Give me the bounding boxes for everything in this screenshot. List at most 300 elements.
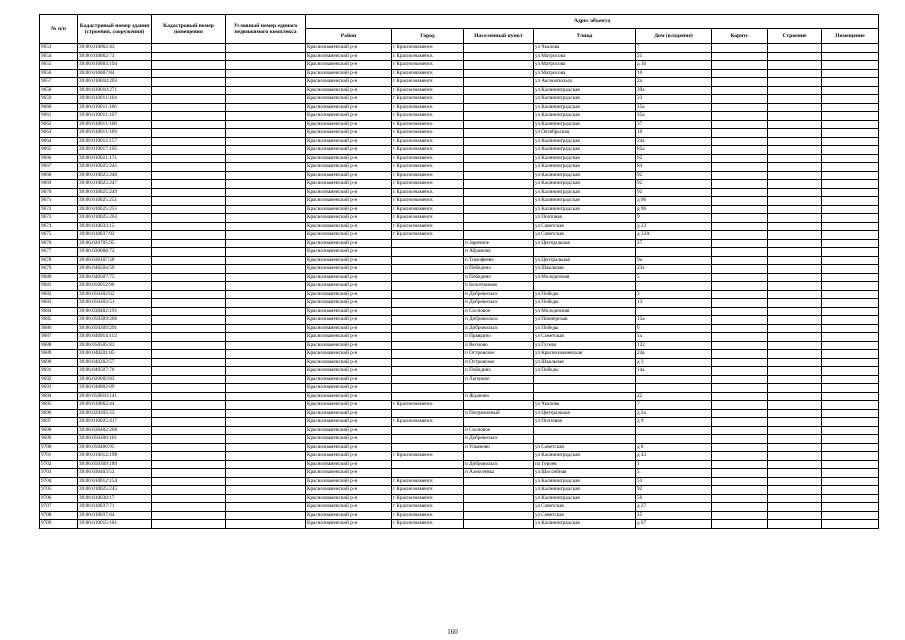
cell-city	[392, 367, 464, 376]
cell-settlement: п Добровольск	[464, 324, 534, 333]
cell-city	[392, 333, 464, 342]
table-row	[40, 452, 879, 461]
cell-cad-premises	[152, 452, 226, 461]
cell-cad-building: 39:06:030107:58	[78, 256, 152, 265]
cell-city	[392, 392, 464, 401]
cell-korpus	[712, 290, 768, 299]
cell-settlement	[464, 503, 534, 512]
cell-settlement: п Сосновое	[464, 426, 534, 435]
cell-room	[822, 494, 879, 503]
cell-room	[822, 426, 879, 435]
table-row	[40, 486, 879, 495]
cell-settlement	[464, 486, 534, 495]
cell-city	[392, 265, 464, 274]
cell-cad-premises	[152, 443, 226, 452]
cell-cad-building: 39:06:010062:44	[78, 401, 152, 410]
cell-district: Краснознаменский р-н	[306, 248, 392, 257]
cell-num: 9654	[40, 52, 78, 61]
cell-conditional-number	[226, 443, 306, 452]
cell-korpus	[712, 256, 768, 265]
cell-cad-premises	[152, 426, 226, 435]
cell-building	[768, 129, 822, 138]
cell-korpus	[712, 358, 768, 367]
cell-room	[822, 435, 879, 444]
cell-conditional-number	[226, 511, 306, 520]
cell-num: 9673	[40, 214, 78, 223]
cell-cad-premises	[152, 180, 226, 189]
cell-street: ул Октябрьская	[534, 129, 636, 138]
cell-city: г Краснознаменск	[392, 486, 464, 495]
cell-house: 13	[636, 299, 712, 308]
cell-district: Краснознаменский р-н	[306, 469, 392, 478]
cell-cad-building: 39:06:010015:181	[78, 520, 152, 529]
cell-cad-premises	[152, 163, 226, 172]
register-sheet	[39, 14, 878, 529]
header-street: Улица	[534, 29, 636, 44]
cell-house: 85а	[636, 146, 712, 155]
cell-city	[392, 350, 464, 359]
cell-cad-premises	[152, 256, 226, 265]
cell-cad-building: 39:06:050303:51	[78, 299, 152, 308]
cell-cad-premises	[152, 205, 226, 214]
cell-room	[822, 137, 879, 146]
cell-korpus	[712, 435, 768, 444]
cell-conditional-number	[226, 316, 306, 325]
cell-conditional-number	[226, 248, 306, 257]
cell-conditional-number	[226, 282, 306, 291]
cell-street: ул Калининградская	[534, 137, 636, 146]
cell-house: д 23	[636, 222, 712, 231]
cell-cad-building: 39:06:010025:245	[78, 486, 152, 495]
cell-room	[822, 112, 879, 121]
cell-street: ул Калининградская	[534, 205, 636, 214]
cell-cad-building: 39:06:040507:75	[78, 273, 152, 282]
cell-room	[822, 222, 879, 231]
cell-building	[768, 324, 822, 333]
cell-room	[822, 375, 879, 384]
cell-conditional-number	[226, 44, 306, 53]
cell-num: 9696	[40, 409, 78, 418]
cell-city: г Краснознаменск	[392, 188, 464, 197]
cell-korpus	[712, 154, 768, 163]
cell-district: Краснознаменский р-н	[306, 265, 392, 274]
cell-room	[822, 188, 879, 197]
cell-num: 9691	[40, 367, 78, 376]
cell-city	[392, 384, 464, 393]
cell-house: 92	[636, 188, 712, 197]
cell-conditional-number	[226, 401, 306, 410]
cell-building	[768, 503, 822, 512]
cell-settlement: п Добровольск	[464, 460, 534, 469]
cell-conditional-number	[226, 477, 306, 486]
cell-num: 9671	[40, 197, 78, 206]
cell-settlement: п Тимофеево	[464, 256, 534, 265]
cell-cad-building: 39:06:020705:95	[78, 239, 152, 248]
cell-building	[768, 171, 822, 180]
cell-house: 39а	[636, 86, 712, 95]
cell-cad-building: 39:06:010010:263	[78, 78, 152, 87]
cell-num: 9674	[40, 222, 78, 231]
cell-korpus	[712, 205, 768, 214]
cell-street: ул Калининградская	[534, 95, 636, 104]
cell-cad-building: 39:06:010037:84	[78, 511, 152, 520]
cell-district: Краснознаменский р-н	[306, 443, 392, 452]
table-row	[40, 188, 879, 197]
cell-conditional-number	[226, 205, 306, 214]
cell-cad-premises	[152, 290, 226, 299]
cell-building	[768, 486, 822, 495]
cell-num: 9684	[40, 307, 78, 316]
cell-num: 9683	[40, 299, 78, 308]
cell-city	[392, 273, 464, 282]
cell-num: 9675	[40, 231, 78, 240]
cell-cad-building: 39:06:010025:251	[78, 197, 152, 206]
cell-cad-building: 39:06:010025:246	[78, 171, 152, 180]
cell-district: Краснознаменский р-н	[306, 511, 392, 520]
cell-house: 3	[636, 290, 712, 299]
cell-cad-building: 39:06:050406:95	[78, 443, 152, 452]
cell-house: д 67	[636, 520, 712, 529]
cell-conditional-number	[226, 256, 306, 265]
cell-korpus	[712, 61, 768, 70]
cell-cad-premises	[152, 231, 226, 240]
cell-cad-building: 39:06:040507:76	[78, 367, 152, 376]
cell-house: 35а	[636, 112, 712, 121]
table-row	[40, 324, 879, 333]
cell-conditional-number	[226, 409, 306, 418]
cell-building	[768, 44, 822, 53]
header-city: Город	[392, 29, 464, 44]
cell-settlement: п Правдино	[464, 333, 534, 342]
cell-num: 9708	[40, 511, 78, 520]
cell-street: ул Почтовая	[534, 214, 636, 223]
cell-street: ул Калининградская	[534, 86, 636, 95]
cell-house: 24а	[636, 137, 712, 146]
cell-building	[768, 375, 822, 384]
cell-street: ул Калининградская	[534, 120, 636, 129]
cell-house	[636, 307, 712, 316]
cell-conditional-number	[226, 154, 306, 163]
cell-settlement	[464, 146, 534, 155]
cell-city	[392, 299, 464, 308]
table-row	[40, 239, 879, 248]
cell-city: г Краснознаменск	[392, 52, 464, 61]
cell-cad-premises	[152, 520, 226, 529]
cell-room	[822, 95, 879, 104]
cell-settlement: п Алексеевка	[464, 469, 534, 478]
cell-building	[768, 248, 822, 257]
cell-cad-building: 39:06:010017:105	[78, 146, 152, 155]
cell-settlement: п Весново	[464, 341, 534, 350]
cell-cad-building: 39:06:010011:166	[78, 103, 152, 112]
table-row	[40, 171, 879, 180]
header-house: Дом (владение)	[636, 29, 712, 44]
cell-room	[822, 409, 879, 418]
cell-building	[768, 214, 822, 223]
cell-conditional-number	[226, 52, 306, 61]
cell-city: г Краснознаменск	[392, 171, 464, 180]
cell-district: Краснознаменский р-н	[306, 307, 392, 316]
cell-cad-building: 39:06:020003:83	[78, 375, 152, 384]
cell-city	[392, 409, 464, 418]
cell-street: ул Центральная	[534, 256, 636, 265]
cell-conditional-number	[226, 214, 306, 223]
cell-house: д 3	[636, 358, 712, 367]
cell-cad-premises	[152, 494, 226, 503]
cell-district: Краснознаменский р-н	[306, 333, 392, 342]
table-row	[40, 358, 879, 367]
cell-room	[822, 418, 879, 427]
cell-district: Краснознаменский р-н	[306, 324, 392, 333]
cell-building	[768, 112, 822, 121]
cell-settlement	[464, 205, 534, 214]
table-row	[40, 384, 879, 393]
cell-korpus	[712, 392, 768, 401]
table-row	[40, 163, 879, 172]
cell-korpus	[712, 503, 768, 512]
cell-korpus	[712, 426, 768, 435]
cell-district: Краснознаменский р-н	[306, 171, 392, 180]
cell-cad-building: 39:06:010062:43	[78, 44, 152, 53]
cell-num: 9661	[40, 112, 78, 121]
cell-num: 9707	[40, 503, 78, 512]
cell-city: г Краснознаменск	[392, 61, 464, 70]
cell-room	[822, 205, 879, 214]
table-row	[40, 503, 879, 512]
cell-conditional-number	[226, 299, 306, 308]
cell-city	[392, 256, 464, 265]
cell-house: 9а	[636, 256, 712, 265]
cell-settlement: п Победино	[464, 265, 534, 274]
cell-cad-building: 39:06:010025:249	[78, 188, 152, 197]
cell-korpus	[712, 367, 768, 376]
cell-cad-building: 39:06:010025:247	[78, 180, 152, 189]
cell-house: 14а	[636, 367, 712, 376]
table-row	[40, 103, 879, 112]
cell-house	[636, 426, 712, 435]
cell-district: Краснознаменский р-н	[306, 154, 392, 163]
cell-room	[822, 171, 879, 180]
cell-korpus	[712, 520, 768, 529]
cell-street: ул Калининградская	[534, 452, 636, 461]
cell-korpus	[712, 307, 768, 316]
cell-korpus	[712, 375, 768, 384]
cell-num: 9667	[40, 163, 78, 172]
cell-city: г Краснознаменск	[392, 137, 464, 146]
table-row	[40, 375, 879, 384]
cell-house	[636, 384, 712, 393]
cell-num: 9704	[40, 477, 78, 486]
table-row	[40, 520, 879, 529]
cell-building	[768, 52, 822, 61]
cell-cad-premises	[152, 78, 226, 87]
header-cad-premises: Кадастровый номер помещения	[152, 15, 226, 44]
cell-num: 9657	[40, 78, 78, 87]
register-rows	[40, 44, 879, 529]
cell-building	[768, 265, 822, 274]
cell-building	[768, 282, 822, 291]
cell-district: Краснознаменский р-н	[306, 486, 392, 495]
cell-num: 9686	[40, 324, 78, 333]
cell-street	[534, 248, 636, 257]
cell-cad-premises	[152, 197, 226, 206]
header-room: Помещение	[822, 29, 879, 44]
cell-num: 9676	[40, 239, 78, 248]
cell-num: 9687	[40, 333, 78, 342]
cell-conditional-number	[226, 86, 306, 95]
cell-cad-premises	[152, 350, 226, 359]
cell-num: 9681	[40, 282, 78, 291]
cell-street: ул Советская	[534, 333, 636, 342]
cell-room	[822, 324, 879, 333]
cell-room	[822, 469, 879, 478]
cell-district: Краснознаменский р-н	[306, 256, 392, 265]
table-row	[40, 494, 879, 503]
cell-conditional-number	[226, 61, 306, 70]
cell-district: Краснознаменский р-н	[306, 239, 392, 248]
cell-korpus	[712, 146, 768, 155]
cell-conditional-number	[226, 435, 306, 444]
cell-district: Краснознаменский р-н	[306, 95, 392, 104]
table-row	[40, 426, 879, 435]
cell-room	[822, 154, 879, 163]
cell-city	[392, 435, 464, 444]
cell-settlement	[464, 86, 534, 95]
cell-house: 35	[636, 511, 712, 520]
cell-street: ул Победы	[534, 367, 636, 376]
cell-cad-premises	[152, 171, 226, 180]
cell-cad-premises	[152, 137, 226, 146]
cell-korpus	[712, 86, 768, 95]
cell-building	[768, 392, 822, 401]
cell-cad-premises	[152, 112, 226, 121]
cell-settlement	[464, 95, 534, 104]
cell-house: 23а	[636, 265, 712, 274]
cell-cad-building: 39:06:030402:191	[78, 307, 152, 316]
cell-street	[534, 435, 636, 444]
cell-cad-building: 39:06:010025:417	[78, 418, 152, 427]
cell-cad-building: 39:06:050306:101	[78, 435, 152, 444]
cell-building	[768, 69, 822, 78]
table-row	[40, 290, 879, 299]
cell-num: 9656	[40, 69, 78, 78]
table-row	[40, 299, 879, 308]
cell-cad-building: 39:06:010010:271	[78, 86, 152, 95]
cell-conditional-number	[226, 358, 306, 367]
table-row	[40, 120, 879, 129]
cell-conditional-number	[226, 78, 306, 87]
table-row	[40, 197, 879, 206]
cell-street: ул Советская	[534, 511, 636, 520]
cell-building	[768, 452, 822, 461]
cell-korpus	[712, 418, 768, 427]
cell-korpus	[712, 401, 768, 410]
cell-settlement	[464, 129, 534, 138]
cell-settlement	[464, 477, 534, 486]
cell-settlement: п Добровольск	[464, 290, 534, 299]
cell-building	[768, 188, 822, 197]
table-row	[40, 52, 879, 61]
cell-street: ул Гусева	[534, 341, 636, 350]
cell-city: г Краснознаменск	[392, 401, 464, 410]
cell-settlement: п Ульяново	[464, 443, 534, 452]
cell-room	[822, 129, 879, 138]
cell-cad-premises	[152, 154, 226, 163]
cell-street: ул Советская	[534, 231, 636, 240]
cell-building	[768, 350, 822, 359]
cell-city: г Краснознаменск	[392, 180, 464, 189]
cell-korpus	[712, 239, 768, 248]
cell-num: 9658	[40, 86, 78, 95]
cell-room	[822, 86, 879, 95]
cell-city: г Краснознаменск	[392, 69, 464, 78]
cell-building	[768, 367, 822, 376]
cell-korpus	[712, 486, 768, 495]
cell-num: 9702	[40, 460, 78, 469]
cell-settlement: п Добровольск	[464, 435, 534, 444]
cell-conditional-number	[226, 426, 306, 435]
cell-settlement	[464, 197, 534, 206]
cell-room	[822, 392, 879, 401]
cell-street: ул Молодежная	[534, 307, 636, 316]
cell-street: ул Матросова	[534, 52, 636, 61]
cell-building	[768, 316, 822, 325]
cell-city: г Краснознаменск	[392, 154, 464, 163]
cell-cad-building: 39:06:020205:53	[78, 409, 152, 418]
cell-room	[822, 452, 879, 461]
cell-street: ул Шоссейная	[534, 469, 636, 478]
table-row	[40, 477, 879, 486]
cell-settlement: п Лагерное	[464, 375, 534, 384]
cell-cad-building: 39:06:030008:72	[78, 248, 152, 257]
cell-settlement: п Добровольск	[464, 299, 534, 308]
cell-cad-building: 39:06:010007:84	[78, 69, 152, 78]
cell-building	[768, 137, 822, 146]
cell-room	[822, 103, 879, 112]
cell-cad-premises	[152, 299, 226, 308]
cell-conditional-number	[226, 324, 306, 333]
cell-city: г Краснознаменск	[392, 112, 464, 121]
cell-cad-premises	[152, 469, 226, 478]
cell-korpus	[712, 350, 768, 359]
table-row	[40, 273, 879, 282]
cell-settlement: п Жданово	[464, 392, 534, 401]
cell-city	[392, 443, 464, 452]
cell-num: 9689	[40, 350, 78, 359]
cell-city	[392, 282, 464, 291]
cell-cad-building: 39:06:010037:92	[78, 231, 152, 240]
cell-district: Краснознаменский р-н	[306, 418, 392, 427]
cell-settlement	[464, 214, 534, 223]
table-row	[40, 460, 879, 469]
cell-building	[768, 384, 822, 393]
cell-house	[636, 248, 712, 257]
cell-district: Краснознаменский р-н	[306, 316, 392, 325]
header-conditional-number: Условный номер единого недвижимого комплекса	[226, 15, 306, 44]
cell-house: 2а	[636, 78, 712, 87]
cell-room	[822, 231, 879, 240]
cell-cad-building: 39:06:040504:59	[78, 265, 152, 274]
cell-building	[768, 341, 822, 350]
cell-cad-building: 39:06:050012:96	[78, 282, 152, 291]
cell-korpus	[712, 197, 768, 206]
cell-settlement: п Заречное	[464, 239, 534, 248]
header-district: Район	[306, 29, 392, 44]
cell-building	[768, 494, 822, 503]
cell-room	[822, 460, 879, 469]
cell-cad-premises	[152, 316, 226, 325]
cell-district: Краснознаменский р-н	[306, 231, 392, 240]
